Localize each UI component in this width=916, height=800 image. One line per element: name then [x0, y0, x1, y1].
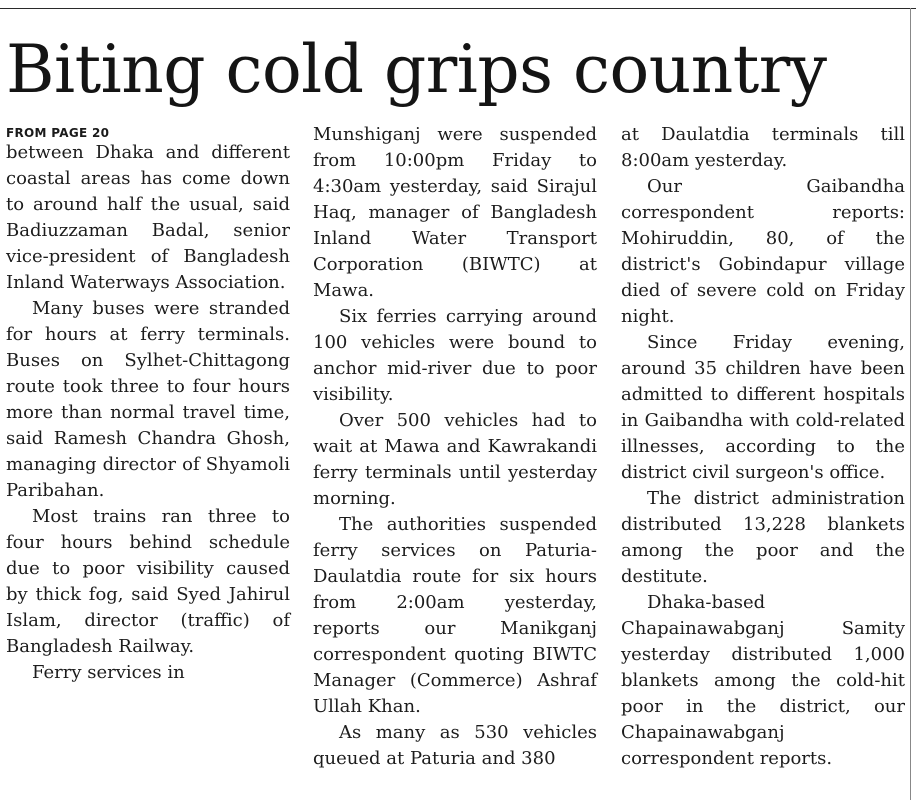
paragraph: The district administration distributed 13,228 blankets among the poor and the destitute. [621, 488, 905, 587]
paragraph: Many buses were stranded for hours at ferry terminals. Buses on Sylhet-Chittagong route took three to four hours more than normal travel time, said Ramesh Chandra Ghosh, managing director of Shyamoli Paribahan. [6, 298, 290, 501]
paragraph: Six ferries carrying around 100 vehicles were bound to anchor mid-river due to poor visibility. [313, 306, 597, 405]
jump-line: FROM PAGE 20 [6, 126, 110, 140]
paragraph: Most trains ran three to four hours behind schedule due to poor visibility caused by thick fog, said Syed Jahirul Islam, director (traffic) of Bangladesh Railway. [6, 506, 290, 657]
paragraph: at Daulatdia terminals till 8:00am yesterday. [621, 124, 905, 171]
top-rule [0, 8, 916, 9]
article-column-1 [6, 126, 290, 686]
paragraph: Dhaka-based Chapainawabganj Samity yesterday distributed 1,000 blankets among the cold-hit poor in the district, our Chapainawabganj correspondent reports. [621, 592, 905, 769]
headline: Biting cold grips country [6, 31, 827, 108]
paragraph: Our Gaibandha correspondent reports: Mohiruddin, 80, of the district's Gobindapur village died of severe cold on Friday night. [621, 176, 905, 327]
paragraph: Ferry services in [32, 662, 185, 683]
paragraph: Munshiganj were suspended from 10:00pm Friday to 4:30am yesterday, said Sirajul Haq, manager of Bangladesh Inland Water Transport Corporation (BIWTC) at Mawa. [313, 124, 597, 301]
article-column-2 [313, 122, 597, 772]
article-column-3 [621, 122, 905, 772]
paragraph: As many as 530 vehicles queued at Paturia and 380 [313, 722, 597, 769]
paragraph: between Dhaka and different coastal areas has come down to around half the usual, said Badiuzzaman Badal, senior vice-president of Bangladesh Inland Waterways Association. [6, 142, 290, 293]
right-column-rule [910, 8, 911, 800]
paragraph: Over 500 vehicles had to wait at Mawa and Kawrakandi ferry terminals until yesterday morning. [313, 410, 597, 509]
paragraph: The authorities suspended ferry services on Paturia-Daulatdia route for six hours from 2:00am yesterday, reports our Manikganj correspondent quoting BIWTC Manager (Commerce) Ashraf Ullah Khan. [313, 514, 597, 717]
paragraph: Since Friday evening, around 35 children have been admitted to different hospitals in Gaibandha with cold-related illnesses, according to the district civil surgeon's office. [621, 332, 905, 483]
